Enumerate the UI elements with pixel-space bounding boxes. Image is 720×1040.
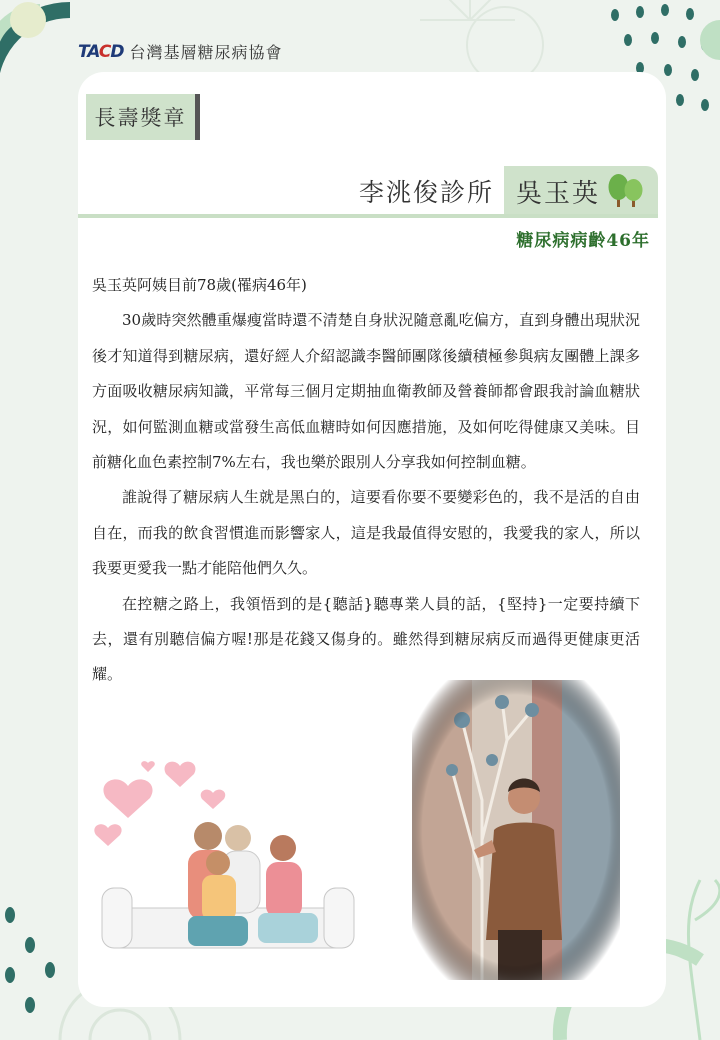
title-row xyxy=(359,166,658,216)
article-body xyxy=(92,268,640,693)
title-divider xyxy=(78,214,658,218)
article-paragraph: 在控糖之路上，我領悟到的是{聽話}聽專業人員的話，{堅持}一定要持續下去，還有別聽信偏方喔!那是花錢又傷身的。雖然得到糖尿病反而過得更健康更活耀。 xyxy=(92,594,640,684)
section-tag xyxy=(86,94,200,140)
org-name: 台灣基層糖尿病協會 xyxy=(129,43,283,62)
article-paragraph: 吳玉英阿姨目前78歲(罹病46年) xyxy=(92,276,307,294)
person-name: 吳玉英 xyxy=(515,178,600,209)
clinic-name: 李洮俊診所 xyxy=(358,178,494,207)
article-paragraph: 誰說得了糖尿病人生就是黑白的，這要看你要不要變彩色的，我不是活的自由自在，而我的飲食習慣進而影響家人，這是我最值得安慰的，我愛我的家人，所以我要更愛我一點才能陪他們久久。 xyxy=(92,488,640,578)
disease-duration: 糖尿病病齡46年 xyxy=(516,231,650,251)
org-logo xyxy=(78,40,283,63)
section-tag-label: 長壽獎章 xyxy=(94,106,187,130)
logo-mark: TACD xyxy=(78,41,124,62)
person-name-box xyxy=(504,166,658,216)
person-photo xyxy=(412,680,620,980)
article-paragraph: 30歲時突然體重爆瘦當時還不清楚自身狀況隨意亂吃偏方，直到身體出現狀況後才知道得到糖尿病，還好經人介紹認識李醫師團隊後續積極參與病友團體上課多方面吸收糖尿病知識，平常每三個月定期抽血衛教師及營養師都會跟我討論血糖狀況，如何監測血糖或當發生高低血糖時如何因應措施，及如何吃得健康又美味。目前糖化血色素控制7%左右，我也樂於跟別人分享我如何控制血糖。 xyxy=(92,311,640,472)
trees-icon xyxy=(606,173,646,209)
family-illustration xyxy=(88,748,368,958)
